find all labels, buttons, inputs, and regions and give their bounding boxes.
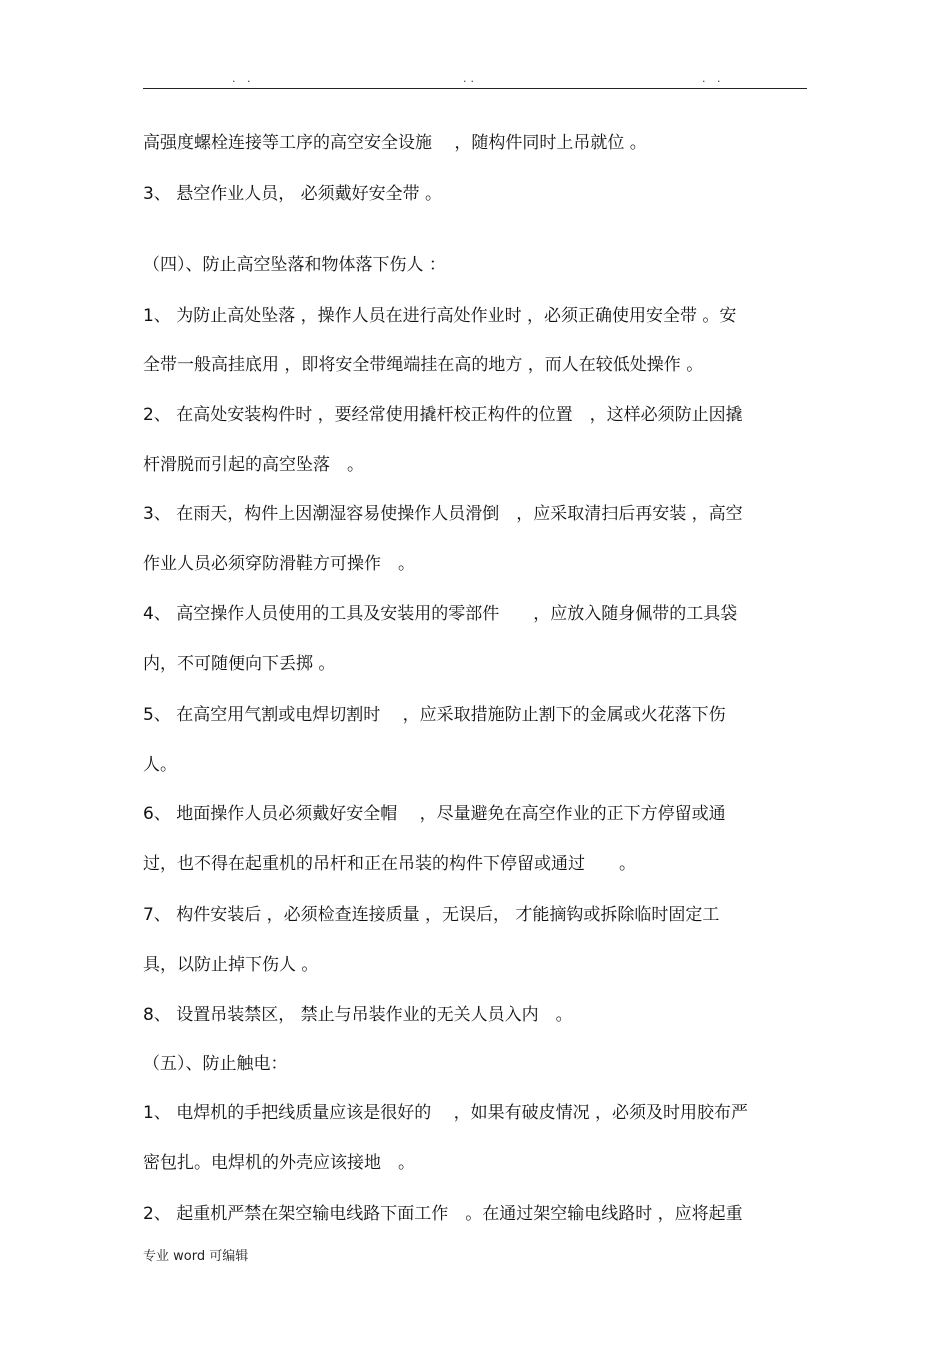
body-line: 过，也不得在起重机的吊杆和正在吊装的构件下停留或通过 。 [143, 854, 636, 874]
body-line: 2、 起重机严禁在架空输电线路下面工作 。在通过架空输电线路时 ，应将起重 [143, 1204, 743, 1224]
header-marks-left: . . [232, 72, 255, 85]
body-line: 杆滑脱而引起的高空坠落 。 [143, 455, 364, 475]
page-footer: 专业 word 可编辑 [143, 1249, 249, 1264]
body-line: 作业人员必须穿防滑鞋方可操作 。 [143, 554, 415, 574]
body-line: 1、 为防止高处坠落 ，操作人员在进行高处作业时 ，必须正确使用安全带 。安 [143, 306, 737, 326]
body-line: 密包扎。电焊机的外壳应该接地 。 [143, 1153, 415, 1173]
body-line: 4、 高空操作人员使用的工具及安装用的零部件 ，应放入随身佩带的工具袋 [143, 604, 738, 624]
body-line: 高强度螺栓连接等工序的高空安全设施 ，随构件同时上吊就位 。 [143, 133, 647, 153]
header-marks-right: . . [702, 72, 725, 85]
body-line: 人。 [143, 755, 177, 775]
header-marks-center: .. [463, 72, 478, 85]
body-line: 1、 电焊机的手把线质量应该是很好的 ，如果有破皮情况 ，必须及时用胶布严 [143, 1103, 749, 1123]
body-line: 具，以防止掉下伤人 。 [143, 955, 319, 975]
body-line: 8、 设置吊装禁区， 禁止与吊装作业的无关人员入内 。 [143, 1005, 573, 1025]
body-line: 7、 构件安装后 ，必须检查连接质量 ，无误后， 才能摘钩或拆除临时固定工 [143, 905, 720, 925]
body-line: 5、 在高空用气割或电焊切割时 ，应采取措施防止割下的金属或火花落下伤 [143, 705, 726, 725]
body-line: 3、 在雨天，构件上因潮湿容易使操作人员滑倒 ，应采取清扫后再安装 ，高空 [143, 504, 743, 524]
body-line: 全带一般高挂底用 ，即将安全带绳端挂在高的地方 ，而人在较低处操作 。 [143, 355, 704, 375]
body-line: 3、 悬空作业人员， 必须戴好安全带 。 [143, 184, 443, 204]
body-line: 内，不可随便向下丢掷 。 [143, 654, 336, 674]
header-rule [143, 88, 807, 89]
section-heading: （五）、防止触电： [143, 1054, 288, 1074]
section-heading: （四）、防止高空坠落和物体落下伤人 ： [143, 255, 446, 275]
body-line: 2、 在高处安装构件时 ，要经常使用撬杆校正构件的位置 ，这样必须防止因撬 [143, 405, 743, 425]
body-line: 6、 地面操作人员必须戴好安全帽 ，尽量避免在高空作业的正下方停留或通 [143, 804, 726, 824]
